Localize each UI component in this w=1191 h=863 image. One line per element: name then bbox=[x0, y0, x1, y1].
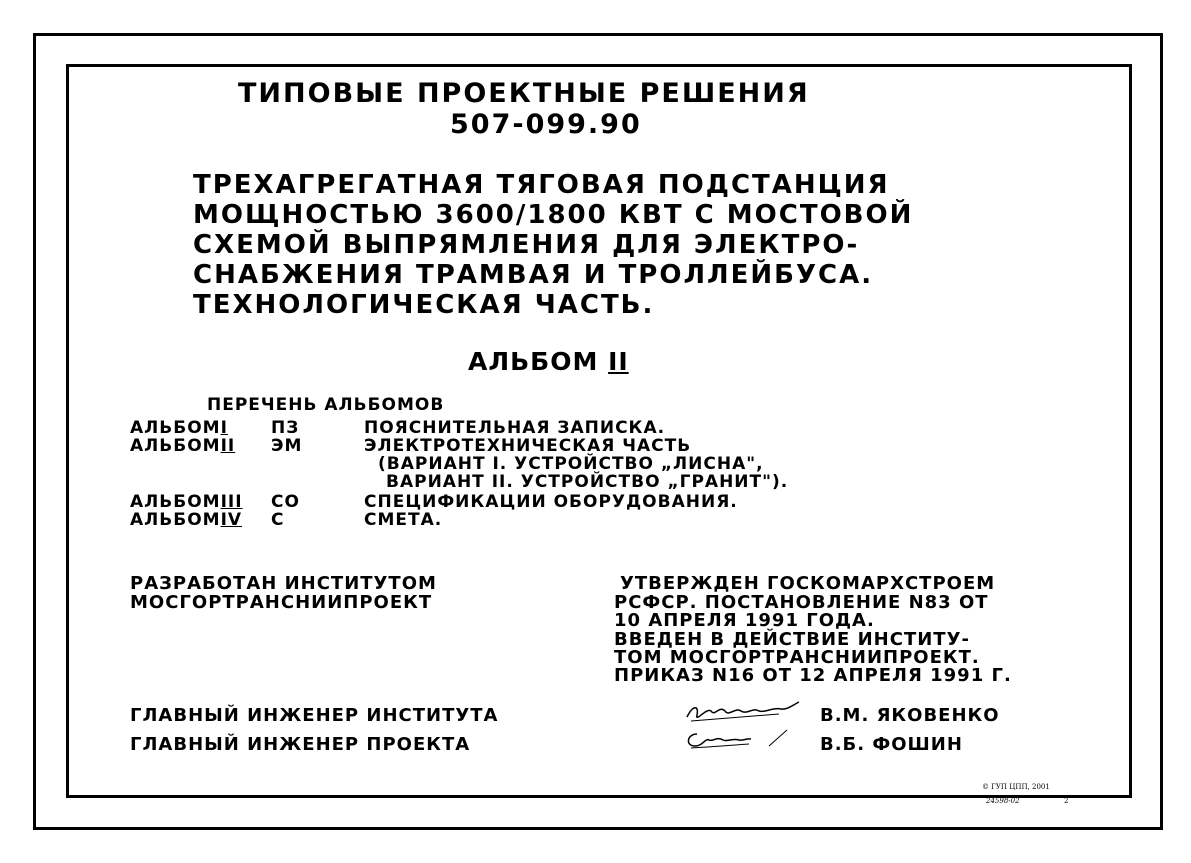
album-row-2 bbox=[130, 437, 235, 455]
approved-line-3: 10 АПРЕЛЯ 1991 ГОДА. bbox=[614, 610, 875, 631]
approved-line-2: РСФСР. ПОСТАНОВЛЕНИЕ N83 ОТ bbox=[614, 592, 989, 613]
title-line-4: СНАБЖЕНИЯ ТРАМВАЯ И ТРОЛЛЕЙБУСА. bbox=[193, 260, 874, 290]
album-row-number: III bbox=[220, 492, 243, 512]
album-row-desc: СМЕТА. bbox=[364, 510, 443, 530]
album-row-label: АЛЬБОМ bbox=[130, 418, 221, 438]
variant-line-2: ВАРИАНТ II. УСТРОЙСТВО „ГРАНИТ"). bbox=[386, 472, 789, 492]
handwritten-signature-1 bbox=[683, 697, 803, 727]
signature-title-1: ГЛАВНЫЙ ИНЖЕНЕР ИНСТИТУТА bbox=[130, 705, 499, 726]
approved-line-6: ПРИКАЗ N16 ОТ 12 АПРЕЛЯ 1991 Г. bbox=[614, 665, 1012, 686]
developed-line-2: МОСГОРТРАНСНИИПРОЕКТ bbox=[130, 592, 433, 613]
album-number: II bbox=[608, 347, 629, 376]
sheet-number: 2 bbox=[1064, 797, 1069, 805]
album-heading bbox=[468, 347, 629, 376]
variant-line-1: (ВАРИАНТ I. УСТРОЙСТВО „ЛИСНА", bbox=[378, 454, 764, 474]
album-row-code: ЭМ bbox=[271, 436, 303, 456]
album-row-code: С bbox=[271, 510, 285, 530]
album-row-number: I bbox=[220, 418, 228, 438]
album-row-desc: ЭЛЕКТРОТЕХНИЧЕСКАЯ ЧАСТЬ bbox=[364, 436, 692, 456]
album-row-3 bbox=[130, 493, 243, 511]
album-row-desc: СПЕЦИФИКАЦИИ ОБОРУДОВАНИЯ. bbox=[364, 492, 738, 512]
approved-line-1: УТВЕРЖДЕН ГОСКОМАРХСТРОЕМ bbox=[620, 573, 996, 594]
album-row-label: АЛЬБОМ bbox=[130, 510, 221, 530]
title-line-2: МОЩНОСТЬЮ 3600/1800 КВТ С МОСТОВОЙ bbox=[193, 200, 914, 230]
albums-list-heading: ПЕРЕЧЕНЬ АЛЬБОМОВ bbox=[207, 395, 445, 415]
album-row-label: АЛЬБОМ bbox=[130, 436, 221, 456]
developed-line-1: РАЗРАБОТАН ИНСТИТУТОМ bbox=[130, 573, 437, 594]
header-line-1: ТИПОВЫЕ ПРОЕКТНЫЕ РЕШЕНИЯ bbox=[238, 78, 810, 109]
sheet-code: 24598-02 bbox=[986, 797, 1020, 805]
approved-line-4: ВВЕДЕН В ДЕЙСТВИЕ ИНСТИТУ- bbox=[614, 629, 970, 650]
signature-name-2: В.Б. ФОШИН bbox=[820, 734, 963, 755]
album-row-number: IV bbox=[220, 510, 243, 530]
handwritten-signature-2 bbox=[683, 726, 803, 752]
approved-line-5: ТОМ МОСГОРТРАНСНИИПРОЕКТ. bbox=[614, 647, 980, 668]
project-number: 507-099.90 bbox=[450, 109, 642, 140]
title-line-5: ТЕХНОЛОГИЧЕСКАЯ ЧАСТЬ. bbox=[193, 290, 655, 320]
album-row-code: СО bbox=[271, 492, 300, 512]
signature-title-2: ГЛАВНЫЙ ИНЖЕНЕР ПРОЕКТА bbox=[130, 734, 471, 755]
album-row-desc: ПОЯСНИТЕЛЬНАЯ ЗАПИСКА. bbox=[364, 418, 666, 438]
album-row-label: АЛЬБОМ bbox=[130, 492, 221, 512]
copyright: © ГУП ЦПП, 2001 bbox=[982, 783, 1050, 791]
title-line-3: СХЕМОЙ ВЫПРЯМЛЕНИЯ ДЛЯ ЭЛЕКТРО- bbox=[193, 230, 860, 260]
album-row-code: ПЗ bbox=[271, 418, 300, 438]
album-row-1 bbox=[130, 419, 228, 437]
album-row-number: II bbox=[220, 436, 236, 456]
title-line-1: ТРЕХАГРЕГАТНАЯ ТЯГОВАЯ ПОДСТАНЦИЯ bbox=[193, 170, 890, 200]
album-row-4 bbox=[130, 511, 242, 529]
album-label: АЛЬБОМ bbox=[468, 347, 599, 376]
signature-name-1: В.М. ЯКОВЕНКО bbox=[820, 705, 1000, 726]
